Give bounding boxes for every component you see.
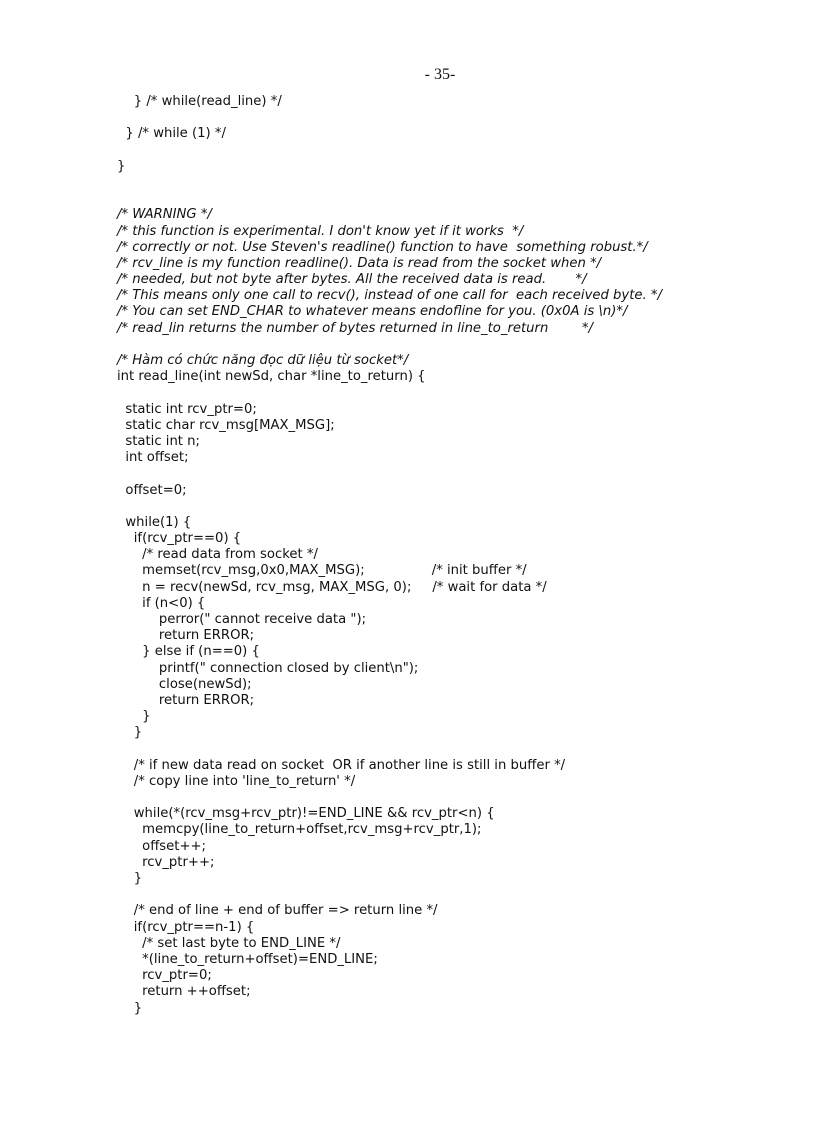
code-line: static int rcv_ptr=0;: [117, 401, 257, 417]
code-line: /* set last byte to END_LINE */: [117, 935, 341, 951]
code-comment-line: /* read_lin returns the number of bytes returned in line_to_return */: [117, 320, 593, 336]
blank-line: [117, 790, 777, 806]
blank-line: [117, 742, 777, 758]
code-line: /* copy line into 'line_to_return' */: [117, 773, 356, 789]
code-line: close(newSd);: [117, 676, 252, 692]
code-line: memcpy(line_to_return+offset,rcv_msg+rcv_ptr,1);: [117, 822, 482, 838]
code-line: if(rcv_ptr==n-1) {: [117, 919, 255, 935]
code-line: int offset;: [117, 450, 189, 466]
code-comment-line: /* This means only one call to recv(), instead of one call for each received byte. */: [117, 288, 662, 304]
code-line: if(rcv_ptr==0) {: [117, 531, 242, 547]
code-line: return ERROR;: [117, 692, 255, 708]
code-line: *(line_to_return+offset)=END_LINE;: [117, 951, 378, 967]
code-line: rcv_ptr=0;: [117, 968, 212, 984]
code-line: /* if new data read on socket OR if another line is still in buffer */: [117, 757, 566, 773]
code-line: return ++offset;: [117, 984, 251, 1000]
code-line: }: [117, 158, 126, 174]
code-line: } else if (n==0) {: [117, 644, 260, 660]
blank-line: [117, 110, 777, 126]
code-line: }: [117, 725, 143, 741]
code-line: } /* while (1) */: [117, 126, 226, 142]
code-line: if (n<0) {: [117, 595, 206, 611]
code-line: rcv_ptr++;: [117, 854, 215, 870]
code-line: } /* while(read_line) */: [117, 94, 282, 109]
blank-line: [117, 887, 777, 903]
code-comment-line: /* needed, but not byte after bytes. All the received data is read. */: [117, 272, 587, 288]
code-comment-line: /* correctly or not. Use Steven's readline() function to have something robust.*/: [117, 239, 648, 255]
code-comment-line: /* rcv_line is my function readline(). Data is read from the socket when */: [117, 255, 602, 271]
code-line: printf(" connection closed by client\n");: [117, 660, 419, 676]
blank-line: [117, 191, 777, 207]
code-line: /* read data from socket */: [117, 547, 318, 563]
code-line: perror(" cannot receive data ");: [117, 612, 367, 627]
code-comment-line: /* WARNING */: [117, 207, 212, 223]
code-listing: [117, 94, 777, 1017]
code-line: }: [117, 709, 151, 725]
code-line: }: [117, 1000, 143, 1016]
blank-line: [117, 175, 777, 191]
code-line: offset=0;: [117, 482, 187, 498]
code-line: while(1) {: [117, 514, 192, 530]
code-line: /* end of line + end of buffer => return line */: [117, 903, 438, 919]
blank-line: [117, 143, 777, 159]
code-line: offset++;: [117, 838, 207, 854]
blank-line: [117, 499, 777, 515]
page-number: - 35-: [424, 66, 456, 83]
code-line: return ERROR;: [117, 628, 255, 644]
blank-line: [117, 466, 777, 482]
blank-line: [117, 385, 777, 401]
code-comment-line: /* You can set END_CHAR to whatever means endofline for you. (0x0A is \n)*/: [117, 304, 628, 320]
code-comment-line: /* this function is experimental. I don't know yet if it works */: [117, 223, 524, 239]
blank-line: [117, 337, 777, 353]
code-line: while(*(rcv_msg+rcv_ptr)!=END_LINE && rcv_ptr<n) {: [117, 806, 495, 822]
code-line: }: [117, 871, 143, 886]
code-comment-line: /* Hàm có chức năng đọc dữ liệu từ socket*/: [117, 353, 409, 368]
code-line: int read_line(int newSd, char *line_to_return) {: [117, 369, 426, 385]
code-line: static int n;: [117, 433, 200, 449]
code-line: n = recv(newSd, rcv_msg, MAX_MSG, 0); /* wait for data */: [117, 579, 547, 595]
code-line: memset(rcv_msg,0x0,MAX_MSG); /* init buffer */: [117, 563, 527, 579]
code-line: static char rcv_msg[MAX_MSG];: [117, 417, 335, 433]
